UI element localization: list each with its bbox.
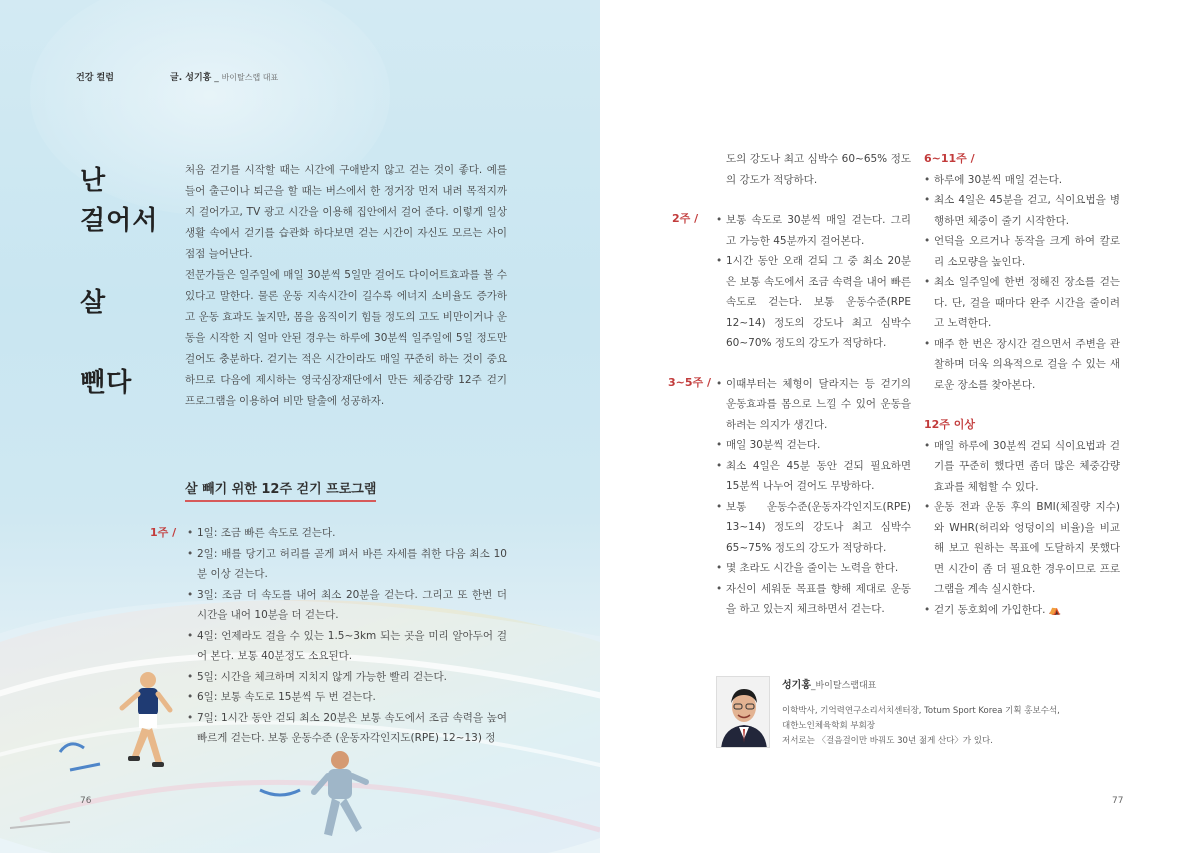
list-item: • 1시간 동안 오래 걷되 그 중 최소 20분은 보통 속도에서 조금 속력을 내어 빠른 속도로 걷는다. 보통 운동수준(RPE 12~14) 정도의 강도나 최고 심박수 60~70% 정도의 강도가 적당하다.: [716, 251, 911, 354]
profile-description: [782, 704, 1112, 749]
list-item: • 최소 일주일에 한번 정해진 장소를 걷는다. 단, 걸을 때마다 완주 시간을 줄이려고 노력한다.: [924, 272, 1120, 334]
list-item: • 매일 하루에 30분씩 걷되 식이요법과 걷기를 꾸준히 했다면 좀더 많은 체중감량 효과를 체험할 수 있다.: [924, 436, 1120, 498]
right-page: [600, 0, 1200, 853]
list-item: • 하루에 30분씩 매일 걷는다.: [924, 170, 1120, 191]
column-1: [668, 149, 911, 620]
intro-paragraph: 처음 걷기를 시작할 때는 시간에 구애받지 않고 걷는 것이 좋다. 예를 들어 출근이나 퇴근을 할 때는 버스에서 한 정거장 먼저 내려 목적지까지 걸어가고, TV 광고 시간을 이용해 집안에서 걸어 준다. 이렇게 일상생활 속에서 걷기를 습관화 하다보면 걷는 시간이 자신도 모르는 사이 점점 늘어난다.: [185, 164, 507, 260]
program-title: 살 빼기 위한 12주 걷기 프로그램: [185, 478, 376, 502]
column-2: [924, 149, 1120, 621]
list-item: • 이때부터는 체형이 달라지는 등 걷기의 운동효과를 몸으로 느낄 수 있어 운동을 하려는 의지가 생긴다.: [716, 374, 911, 436]
week2-label: 2주 /: [672, 212, 699, 225]
list-item: • 최소 4일은 45분을 걷고, 식이요법을 병행하면 체중이 줄기 시작한다.: [924, 190, 1120, 231]
week1-continued: 도의 강도나 최고 심박수 60~65% 정도의 강도가 적당하다.: [726, 153, 911, 186]
list-item: • 4일: 언제라도 걸을 수 있는 1.5~3km 되는 곳을 미리 알아두어 걸어 본다. 보통 40분정도 소요된다.: [187, 626, 507, 667]
list-item: • 매주 한 번은 장시간 걸으면서 주변을 관찰하며 더욱 의욕적으로 걸을 수 있는 새로운 장소를 찾아본다.: [924, 334, 1120, 396]
list-item-text: 걷기 동호회에 가입한다.: [934, 603, 1046, 616]
week3-5-label: 3~5주 /: [668, 375, 711, 389]
profile-name-text: 성기홍: [782, 680, 811, 691]
list-item: • 6일: 보통 속도로 15분씩 두 번 걷는다.: [187, 687, 507, 708]
byline: [170, 70, 278, 83]
profile-title: _바이탈스랩대표: [810, 681, 877, 691]
avatar: [716, 676, 770, 748]
profile-line: 이학박사, 기억력연구소리서치센터장, Totum Sport Korea 기획 홍보수석,: [782, 706, 1060, 716]
intro-paragraph: 전문가들은 일주일에 매일 30분씩 5일만 걸어도 다이어트효과를 볼 수 있다고 말한다. 물론 운동 지속시간이 길수록 에너지 소비율도 증가하고 운동 효과도 높지만, 몸을 움직이기 힘들 정도의 고도 비만이거나 운동을 시작한 지 얼마 안된 경우는 하루에 30분씩 일주일에 5일 정도만 걸어도 충분하다. 걷기는 적은 시간이라도 매일 꾸준히 하는 것이 중요하므로 다음에 제시하는 영국심장재단에서 만든 체중감량 12주 걷기 프로그램을 이용하여 비만 탈출에 성공하자.: [185, 269, 507, 407]
article-title-line: 난: [80, 166, 107, 196]
list-item: [924, 600, 1120, 622]
byline-separator: _: [211, 73, 222, 83]
page-number-right: 77: [1112, 796, 1124, 806]
list-item: • 운동 전과 운동 후의 BMI(체질량 지수)와 WHR(허리와 엉덩이의 비율)을 비교해 보고 원하는 목표에 도달하지 못했다면 시간이 좀 더 필요한 경우이므로 프로그램을 계속 실시한다.: [924, 497, 1120, 600]
article-title-line: 걸어서: [80, 206, 159, 236]
list-item: • 보통 운동수준(운동자각인지도(RPE) 13~14) 정도의 강도나 최고 심박수 65~75% 정도의 강도가 적당하다.: [716, 497, 911, 559]
list-item: • 7일: 1시간 동안 걷되 최소 20분은 보통 속도에서 조금 속력을 높여 빠르게 걷는다. 보통 운동수준 (운동자각인지도(RPE) 12~13) 정: [187, 708, 507, 749]
list-item: • 2일: 배를 당기고 허리를 곧게 펴서 바른 자세를 취한 다음 최소 10분 이상 걷는다.: [187, 544, 507, 585]
article-title-line: 살: [80, 288, 107, 318]
list-item: • 언덕을 오르거나 동작을 크게 하여 칼로리 소모량을 높인다.: [924, 231, 1120, 272]
byline-author: 글. 성기홍: [170, 73, 212, 83]
list-item: • 자신이 세워둔 목표를 향해 제대로 운동을 하고 있는지 체크하면서 걷는다.: [716, 579, 911, 620]
list-item: • 1일: 조금 빠른 속도로 걷는다.: [187, 523, 507, 544]
week12-label: 12주 이상: [924, 418, 976, 431]
week1-label: 1주 /: [150, 526, 177, 539]
list-item: • 몇 초라도 시간을 줄이는 노력을 한다.: [716, 558, 911, 579]
list-item: • 매일 30분씩 걷는다.: [716, 435, 911, 456]
profile-name: [782, 676, 876, 691]
intro-text: [185, 160, 507, 412]
profile-line: 대한노인체육학회 부회장: [782, 721, 876, 731]
week6-11-label: 6~11주 /: [924, 152, 975, 165]
author-photo: [717, 677, 770, 748]
section-label: 건강 컬럼: [76, 73, 114, 83]
byline-role: 바이탈스랩 대표: [221, 73, 279, 82]
week1-list: [187, 523, 507, 749]
profile-line: 저서로는 〈걸음걸이만 바꿔도 30년 젊게 산다〉가 있다.: [782, 736, 993, 746]
list-item: • 5일: 시간을 체크하며 지치지 않게 가능한 빨리 걷는다.: [187, 667, 507, 688]
end-mark-icon: ⛺: [1048, 604, 1062, 616]
article-title-line: 뺀다: [80, 368, 133, 398]
week3-5-section: [668, 374, 911, 620]
list-item: • 최소 4일은 45분 동안 걷되 필요하면 15분씩 나누어 걸어도 무방하다.: [716, 456, 911, 497]
week2-section: [672, 210, 911, 354]
page-number-left: 76: [80, 796, 92, 806]
list-item: • 3일: 조금 더 속도를 내어 최소 20분을 걷는다. 그리고 또 한번 더 시간을 내어 10분을 더 걷는다.: [187, 585, 507, 626]
list-item: • 보통 속도로 30분씩 매일 걷는다. 그리고 가능한 45분까지 걸어본다.: [716, 210, 911, 251]
